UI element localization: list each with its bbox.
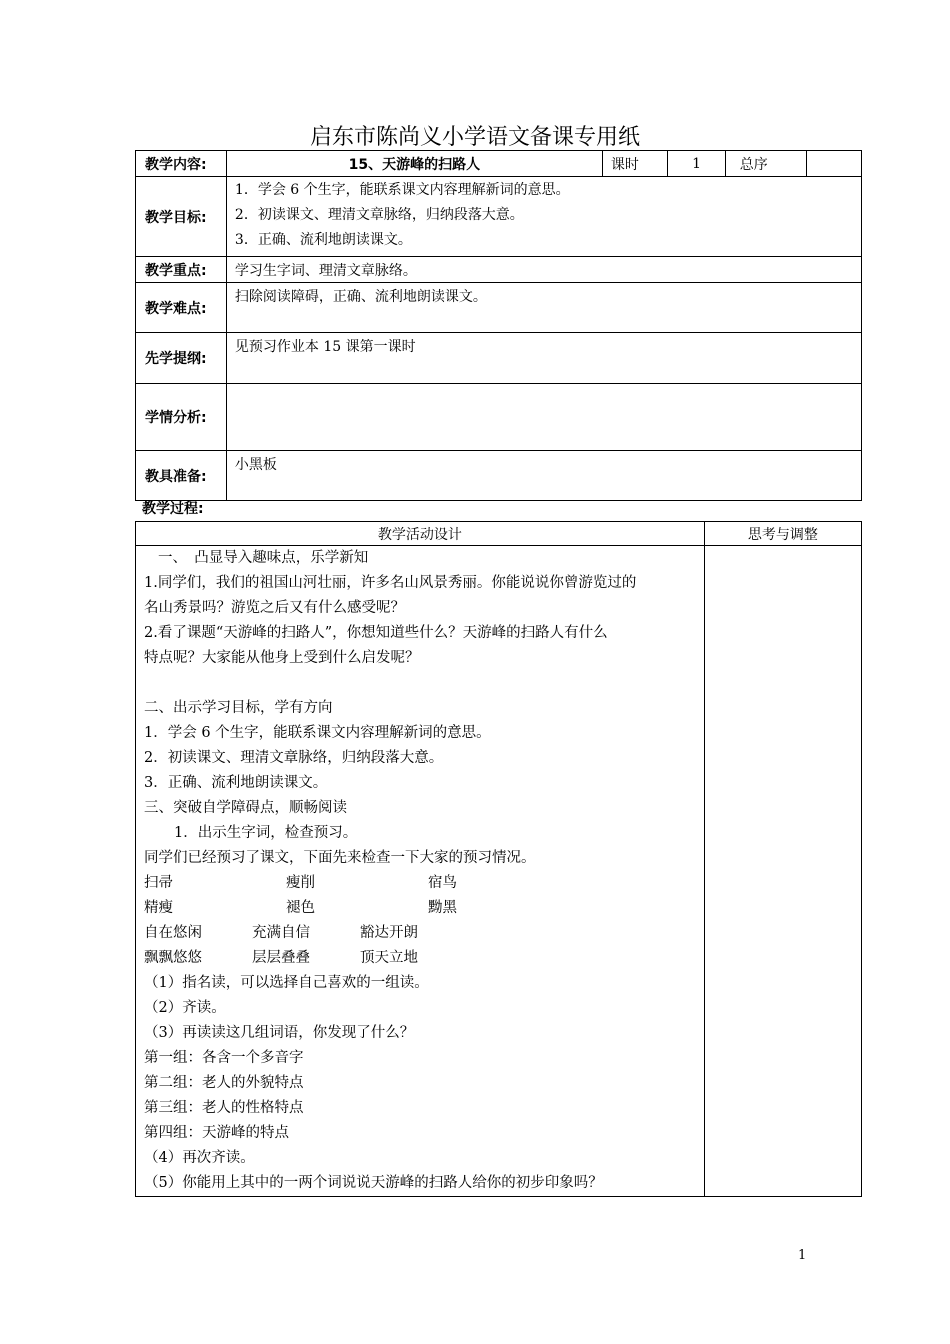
page-number: 1 [798, 1248, 807, 1263]
goal-item: 2．初读课文、理清文章脉络，归纳段落大意。 [234, 207, 524, 223]
section-heading: 三、突破自学障碍点，顺畅阅读 [144, 800, 347, 816]
process-table [135, 521, 862, 1197]
lesson-info-table [135, 150, 862, 501]
vocab-word: 精瘦 [144, 900, 173, 916]
text-line: 1．出示生字词，检查预习。 [174, 825, 358, 841]
vocab-row [144, 921, 696, 946]
text-line: 第二组：老人的外貌特点 [144, 1075, 304, 1091]
key-points-label: 教学重点: [136, 257, 227, 283]
process-label: 教学过程: [142, 501, 204, 517]
period-value: 1 [668, 151, 725, 177]
materials-text: 小黑板 [226, 451, 861, 501]
vocab-word: 顶天立地 [360, 950, 418, 966]
text-line: （2）齐读。 [144, 1000, 226, 1016]
vocab-word: 飘飘悠悠 [144, 950, 202, 966]
text-line: （3）再读读这几组词语，你发现了什么？ [144, 1025, 415, 1041]
text-line: 第一组：各含一个多音字 [144, 1050, 304, 1066]
text-line: 同学们已经预习了课文，下面先来检查一下大家的预习情况。 [144, 850, 536, 866]
analysis-text [226, 384, 861, 451]
design-column-header: 教学活动设计 [136, 522, 705, 546]
text-line: 名山秀景吗？游览之后又有什么感受呢？ [144, 600, 405, 616]
goals-label: 教学目标: [136, 177, 227, 257]
vocab-word: 自在悠闲 [144, 925, 202, 941]
text-line: （1）指名读，可以选择自己喜欢的一组读。 [144, 975, 429, 991]
reflect-column-header: 思考与调整 [704, 522, 861, 546]
difficulties-text: 扫除阅读障碍，正确、流利地朗读课文。 [226, 283, 861, 333]
text-line: 1．学会 6 个生字，能联系课文内容理解新词的意思。 [144, 725, 491, 741]
text-line: 第四组：天游峰的特点 [144, 1125, 289, 1141]
goal-item: 3．正确、流利地朗读课文。 [234, 232, 412, 248]
goals-list [226, 177, 861, 257]
text-line: （4）再次齐读。 [144, 1150, 255, 1166]
goal-item: 1．学会 6 个生字，能联系课文内容理解新词的意思。 [234, 182, 570, 198]
vocab-row [144, 871, 696, 896]
order-value [806, 151, 861, 177]
text-line: 1.同学们，我们的祖国山河壮丽，许多名山风景秀丽。你能说说你曾游览过的 [144, 575, 637, 591]
vocab-word: 褪色 [286, 900, 315, 916]
section-heading: 一、 凸显导入趣味点，乐学新知 [158, 550, 369, 566]
vocab-word: 宿鸟 [428, 875, 457, 891]
vocab-word: 层层叠叠 [252, 950, 310, 966]
reflect-content [704, 546, 861, 1197]
lesson-title: 15、天游峰的扫路人 [226, 151, 602, 177]
blank-line [144, 671, 696, 696]
vocab-word: 充满自信 [252, 925, 310, 941]
text-line: 特点呢？大家能从他身上受到什么启发呢？ [144, 650, 420, 666]
text-line: 第三组：老人的性格特点 [144, 1100, 304, 1116]
vocab-word: 扫帚 [144, 875, 173, 891]
page-title: 启东市陈尚义小学语文备课专用纸 [309, 125, 640, 150]
text-line: 2.看了课题“天游峰的扫路人”，你想知道些什么？天游峰的扫路人有什么 [144, 625, 608, 641]
vocab-word: 瘦削 [286, 875, 315, 891]
materials-label: 教具准备: [136, 451, 227, 501]
order-label: 总序 [725, 151, 806, 177]
section-heading: 二、出示学习目标，学有方向 [144, 700, 333, 716]
vocab-row [144, 946, 696, 971]
preview-text: 见预习作业本 15 课第一课时 [226, 333, 861, 384]
vocab-word: 黝黑 [428, 900, 457, 916]
key-points-text: 学习生字词、理清文章脉络。 [226, 257, 861, 283]
design-content [136, 546, 705, 1197]
preview-label: 先学提纲: [136, 333, 227, 384]
text-line: （5）你能用上其中的一两个词说说天游峰的扫路人给你的初步印象吗？ [144, 1175, 603, 1191]
vocab-word: 豁达开朗 [360, 925, 418, 941]
analysis-label: 学情分析: [136, 384, 227, 451]
difficulties-label: 教学难点: [136, 283, 227, 333]
period-label: 课时 [602, 151, 668, 177]
text-line: 3．正确、流利地朗读课文。 [144, 775, 328, 791]
text-line: 2．初读课文、理清文章脉络，归纳段落大意。 [144, 750, 444, 766]
vocab-row [144, 896, 696, 921]
content-label: 教学内容: [136, 151, 227, 177]
